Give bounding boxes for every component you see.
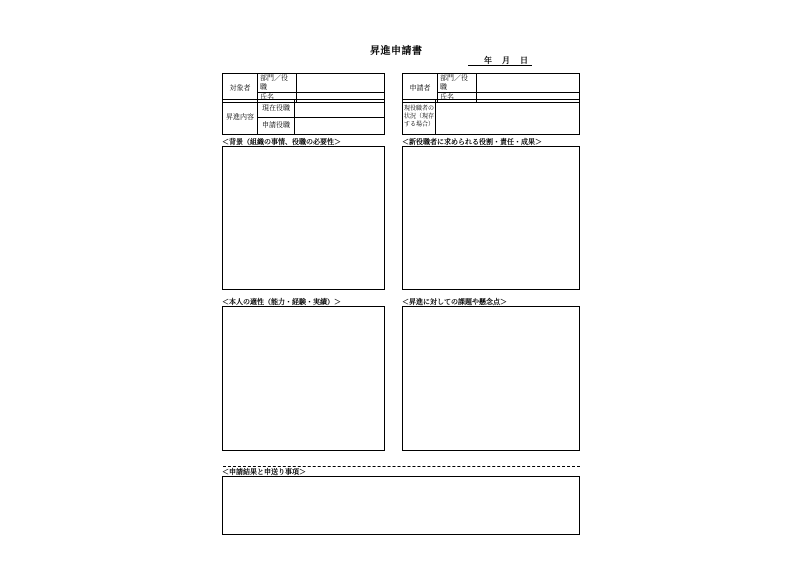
incumbent-table — [402, 99, 580, 135]
background-section-label: ＜背景（組織の事情、役職の必要性＞ — [222, 138, 341, 146]
promotion-label: 昇進内容 — [223, 100, 258, 135]
target-dept-role-label: 部門／役職 — [258, 74, 297, 93]
target-name-label: 氏名 — [258, 93, 297, 103]
expectations-textarea[interactable] — [402, 146, 580, 290]
aptitude-textarea[interactable] — [222, 306, 385, 451]
requested-position-label: 申請役職 — [258, 117, 295, 135]
concerns-textarea[interactable] — [402, 306, 580, 451]
applicant-label: 申請者 — [403, 74, 438, 103]
aptitude-section-label: ＜本人の適性（能力・経験・実績）＞ — [222, 298, 341, 306]
target-dept-role-field[interactable] — [297, 74, 385, 93]
expectations-section-label: ＜新役職者に求められる役割・責任・成果＞ — [402, 138, 542, 146]
date-month-label: 月 — [502, 56, 510, 65]
date-day-label: 日 — [520, 56, 528, 65]
current-position-field[interactable] — [295, 100, 385, 118]
document-title: 昇進申請書 — [370, 46, 423, 57]
result-section-label: ＜申請結果と申送り事項＞ — [222, 468, 306, 476]
applicant-dept-role-label: 部門／役職 — [438, 74, 477, 93]
applicant-dept-role-field[interactable] — [477, 74, 580, 93]
date-field[interactable] — [468, 56, 532, 66]
section-divider — [223, 466, 580, 467]
incumbent-field[interactable] — [436, 100, 580, 135]
background-textarea[interactable] — [222, 146, 385, 290]
target-label: 対象者 — [223, 74, 258, 103]
result-textarea[interactable] — [222, 476, 580, 535]
current-position-label: 現在役職 — [258, 100, 295, 118]
concerns-section-label: ＜昇進に対しての課題や懸念点＞ — [402, 298, 507, 306]
requested-position-field[interactable] — [295, 117, 385, 135]
incumbent-label: 現役職者の状況（現存する場合） — [403, 100, 436, 135]
promotion-table — [222, 99, 385, 135]
applicant-name-label: 氏名 — [438, 93, 477, 103]
date-year-label: 年 — [484, 56, 492, 65]
